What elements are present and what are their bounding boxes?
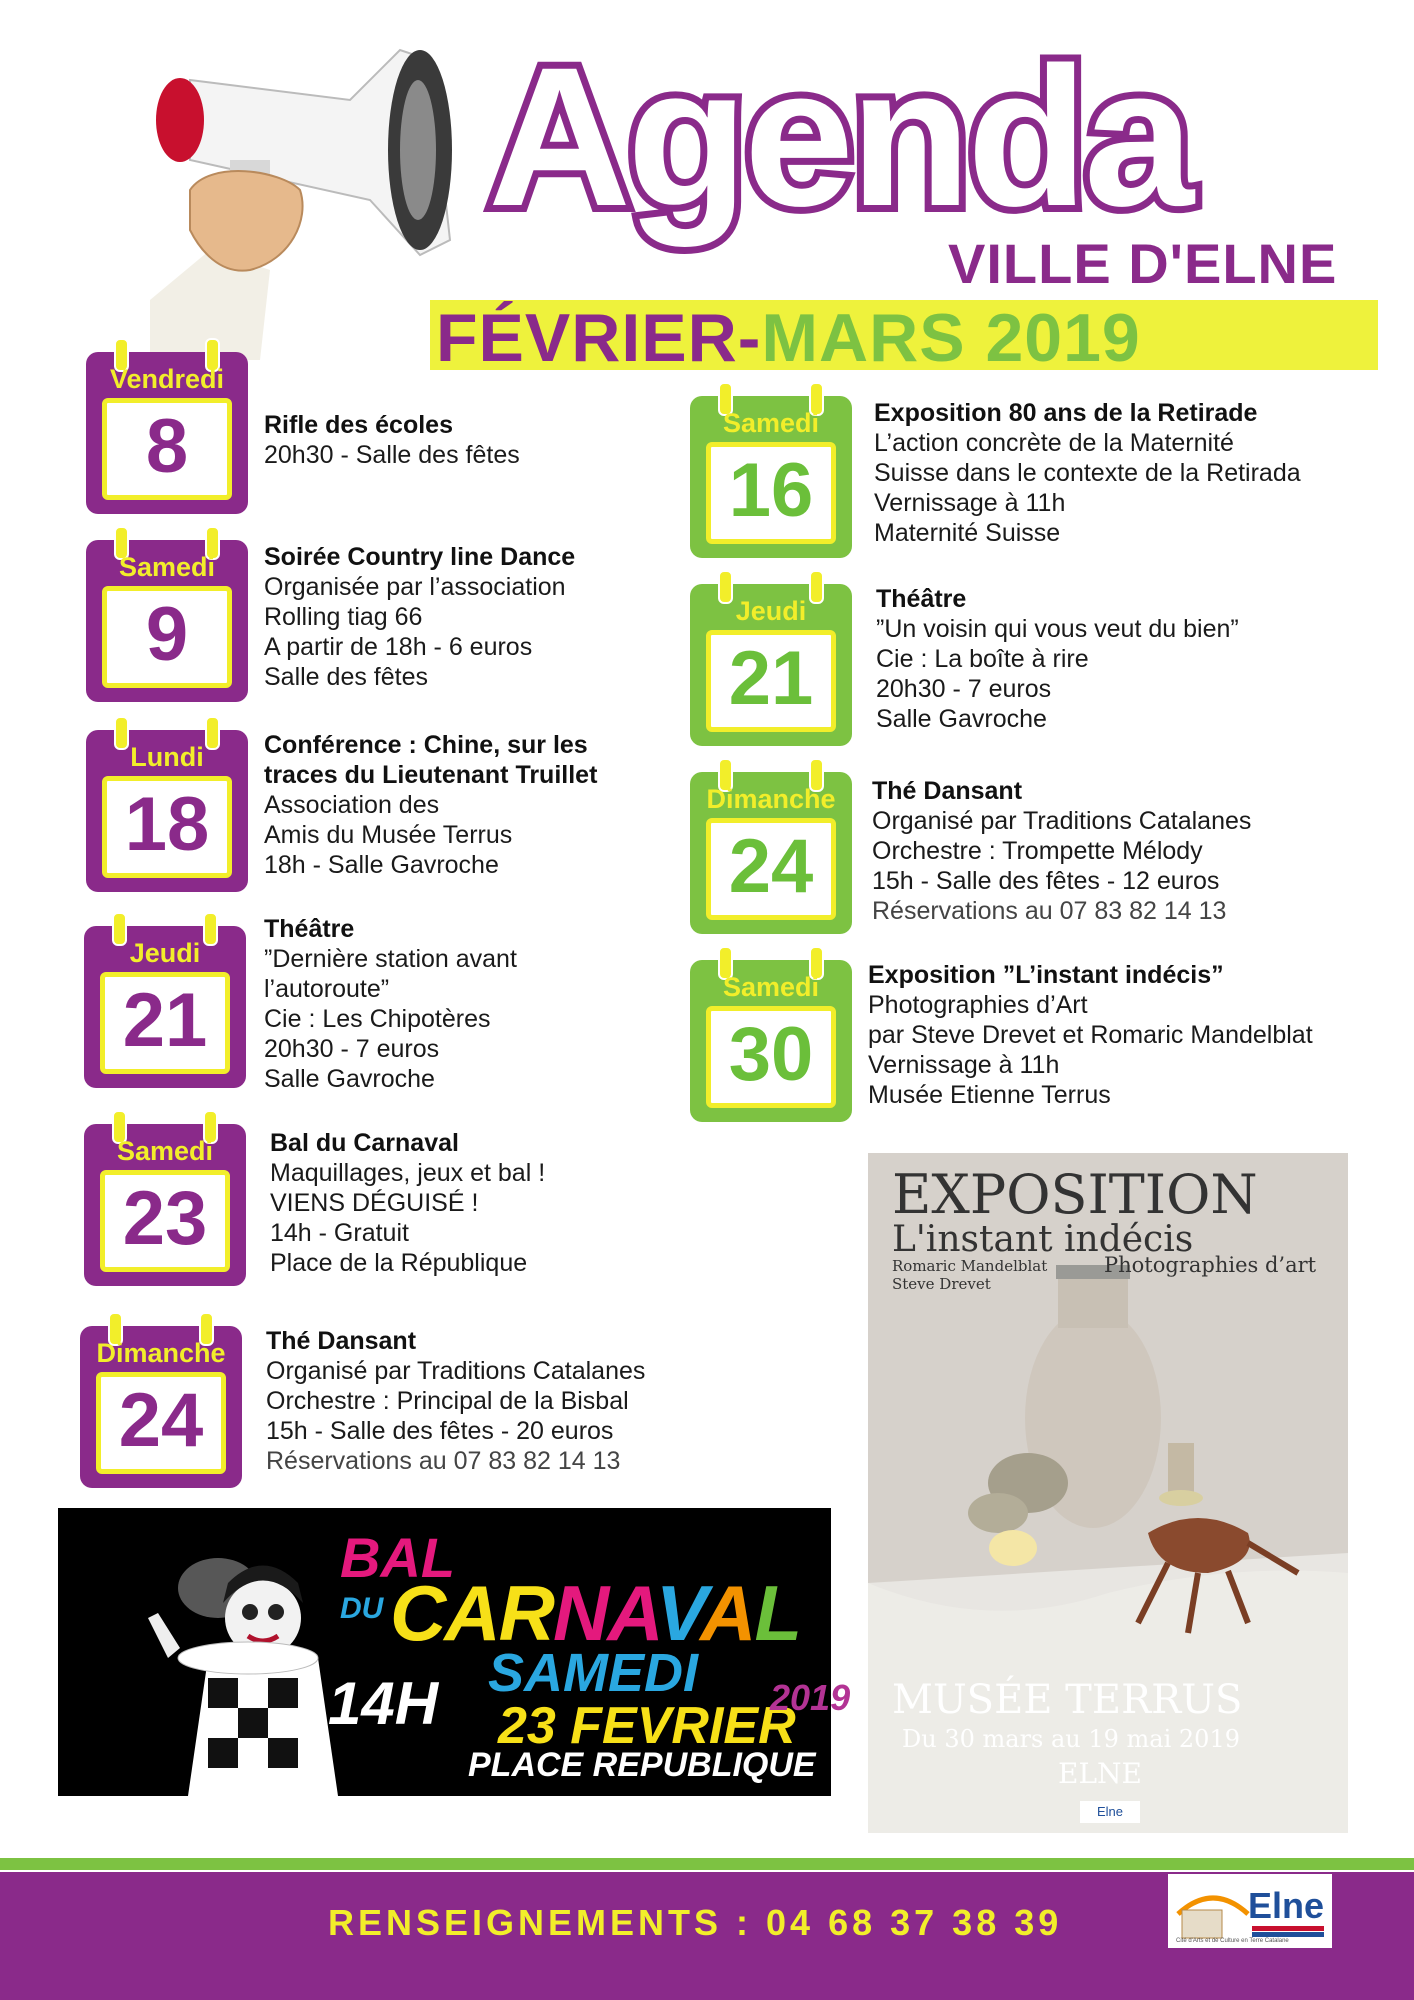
calendar-day-number: 24	[96, 1372, 226, 1474]
calendar-badge-mar-30	[690, 960, 852, 1122]
event-detail: L’action concrète de la Maternité	[874, 429, 1234, 457]
calendar-day-label: Dimanche	[96, 1338, 226, 1368]
calendar-day-label: Vendredi	[109, 364, 225, 394]
event-title: Conférence : Chine, sur les	[264, 731, 588, 759]
event-title: Théâtre	[264, 915, 355, 943]
calendar-day-number: 23	[100, 1170, 230, 1272]
calendar-day-number: 30	[706, 1006, 836, 1108]
event-feb-8	[264, 410, 520, 470]
event-title: Théâtre	[876, 585, 967, 613]
period-month-feb: FÉVRIER-	[436, 300, 762, 376]
event-detail: Vernissage à 11h	[868, 1051, 1060, 1079]
carnaval-samedi: SAMEDI	[488, 1643, 699, 1703]
poster-elne-logo: Elne	[1080, 1801, 1140, 1823]
event-detail: Suisse dans le contexte de la Retirada	[874, 459, 1301, 487]
event-detail: Association des	[264, 791, 440, 819]
calendar-badge-mar-21	[690, 584, 852, 746]
poster-museum: MUSÉE TERRUS	[892, 1677, 1243, 1723]
carnaval-du: DU	[340, 1592, 384, 1625]
event-detail: 15h - Salle des fêtes - 12 euros	[872, 867, 1220, 895]
event-detail: 14h - Gratuit	[270, 1219, 409, 1247]
poster-heading: EXPOSITION	[892, 1163, 1258, 1226]
elne-logo-caption: Cité d'Arts et de Culture en Terre Catalane	[1176, 1938, 1289, 1944]
event-detail: 20h30 - Salle des fêtes	[264, 441, 520, 469]
event-feb-21	[264, 914, 517, 1094]
footer-green-line	[0, 1858, 1414, 1870]
carnaval-word: CARNAVAL	[390, 1569, 801, 1657]
calendar-day-label: Jeudi	[129, 938, 201, 968]
event-detail: Organisée par l’association	[264, 573, 566, 601]
event-feb-18	[264, 730, 597, 880]
event-title: Exposition 80 ans de la Retirade	[874, 399, 1258, 427]
event-reservation: Réservations au 07 83 82 14 13	[266, 1447, 621, 1475]
elne-logo	[1168, 1874, 1332, 1948]
elne-logo-text: Elne	[1248, 1885, 1325, 1926]
carnaval-bal: BAL	[340, 1526, 456, 1589]
carnaval-lieu: PLACE REPUBLIQUE	[468, 1746, 816, 1784]
event-detail: 18h - Salle Gavroche	[264, 851, 499, 879]
event-detail: Orchestre : Principal de la Bisbal	[266, 1387, 629, 1415]
calendar-badge-mar-16	[690, 396, 852, 558]
carnaval-banner	[58, 1508, 851, 1796]
calendar-day-label: Lundi	[130, 742, 204, 772]
event-title: Exposition ”L’instant indécis”	[868, 961, 1224, 989]
calendar-day-label: Samedi	[118, 552, 216, 582]
event-detail: l’autoroute”	[264, 975, 390, 1003]
calendar-day-number: 18	[102, 776, 232, 878]
calendar-day-label: Samedi	[722, 408, 820, 438]
event-detail: 20h30 - 7 euros	[876, 675, 1052, 703]
calendar-badge-feb-9	[86, 540, 248, 702]
event-title: Soirée Country line Dance	[264, 543, 576, 571]
event-detail: VIENS DÉGUISÉ !	[270, 1189, 479, 1217]
event-detail: par Steve Drevet et Romaric Mandelblat	[868, 1021, 1313, 1049]
event-detail: Musée Etienne Terrus	[868, 1081, 1111, 1109]
poster-author-1: Romaric Mandelblat	[892, 1257, 1048, 1275]
calendar-day-number: 16	[706, 442, 836, 544]
event-feb-23	[270, 1128, 545, 1278]
event-detail: Organisé par Traditions Catalanes	[872, 807, 1252, 835]
event-detail: Vernissage à 11h	[874, 489, 1066, 517]
event-detail: Salle Gavroche	[876, 705, 1047, 733]
event-detail: Cie : Les Chipotères	[264, 1005, 491, 1033]
event-detail: Maternité Suisse	[874, 519, 1061, 547]
event-mar-24	[872, 776, 1251, 926]
city-subtitle: VILLE D'ELNE	[948, 232, 1338, 295]
calendar-day-label: Jeudi	[735, 596, 807, 626]
agenda-title: Agenda	[488, 26, 1191, 247]
carnaval-date: 23 FEVRIER	[498, 1697, 796, 1755]
calendar-badge-feb-21	[84, 926, 246, 1088]
event-detail: ”Un voisin qui vous veut du bien”	[876, 615, 1239, 643]
event-feb-9	[264, 542, 575, 692]
event-detail: Salle des fêtes	[264, 663, 428, 691]
event-mar-30	[868, 960, 1313, 1110]
event-detail: 15h - Salle des fêtes - 20 euros	[266, 1417, 614, 1445]
event-detail: 20h30 - 7 euros	[264, 1035, 440, 1063]
event-title: Rifle des écoles	[264, 411, 453, 439]
event-detail: Rolling tiag 66	[264, 603, 423, 631]
period-month-mar: MARS 2019	[761, 300, 1141, 376]
calendar-day-number: 9	[102, 586, 232, 688]
event-detail: Photographies d’Art	[868, 991, 1088, 1019]
carnaval-heure: 14H	[328, 1670, 439, 1737]
calendar-day-number: 21	[100, 972, 230, 1074]
poster-subheading: L'instant indécis	[892, 1219, 1194, 1260]
calendar-day-number: 8	[102, 398, 232, 500]
event-detail: Amis du Musée Terrus	[264, 821, 513, 849]
event-detail: Organisé par Traditions Catalanes	[266, 1357, 646, 1385]
period-title	[436, 300, 1141, 376]
poster-author-2: Steve Drevet	[892, 1275, 991, 1293]
calendar-day-label: Samedi	[116, 1136, 214, 1166]
event-reservation: Réservations au 07 83 82 14 13	[872, 897, 1227, 925]
event-detail: Salle Gavroche	[264, 1065, 435, 1093]
event-title-line2: traces du Lieutenant Truillet	[264, 761, 598, 789]
calendar-day-number: 24	[706, 818, 836, 920]
event-detail: Cie : La boîte à rire	[876, 645, 1089, 673]
calendar-badge-mar-24	[690, 772, 852, 934]
carnaval-annee: 2019	[770, 1677, 851, 1718]
event-feb-24	[266, 1326, 645, 1476]
event-title: Bal du Carnaval	[270, 1129, 459, 1157]
footer-contact-info: RENSEIGNEMENTS : 04 68 37 38 39	[328, 1902, 1063, 1943]
event-detail: Maquillages, jeux et bal !	[270, 1159, 546, 1187]
event-title: Thé Dansant	[872, 777, 1023, 805]
calendar-day-label: Samedi	[722, 972, 820, 1002]
poster-genre: Photographies d’art	[1104, 1253, 1317, 1277]
exposition-poster	[868, 1153, 1348, 1833]
event-detail: Place de la République	[270, 1249, 528, 1277]
calendar-badge-feb-8	[86, 352, 248, 514]
calendar-badge-feb-18	[86, 730, 248, 892]
event-title: Thé Dansant	[266, 1327, 417, 1355]
event-detail: A partir de 18h - 6 euros	[264, 633, 533, 661]
calendar-badge-feb-24	[80, 1326, 242, 1488]
calendar-day-number: 21	[706, 630, 836, 732]
event-detail: ”Dernière station avant	[264, 945, 517, 973]
poster-city: ELNE	[1058, 1757, 1142, 1790]
event-mar-16	[874, 398, 1301, 548]
event-mar-21	[876, 584, 1239, 734]
calendar-day-label: Dimanche	[706, 784, 836, 814]
event-detail: Orchestre : Trompette Mélody	[872, 837, 1203, 865]
calendar-badge-feb-23	[84, 1124, 246, 1286]
poster-dates: Du 30 mars au 19 mai 2019	[902, 1725, 1240, 1753]
